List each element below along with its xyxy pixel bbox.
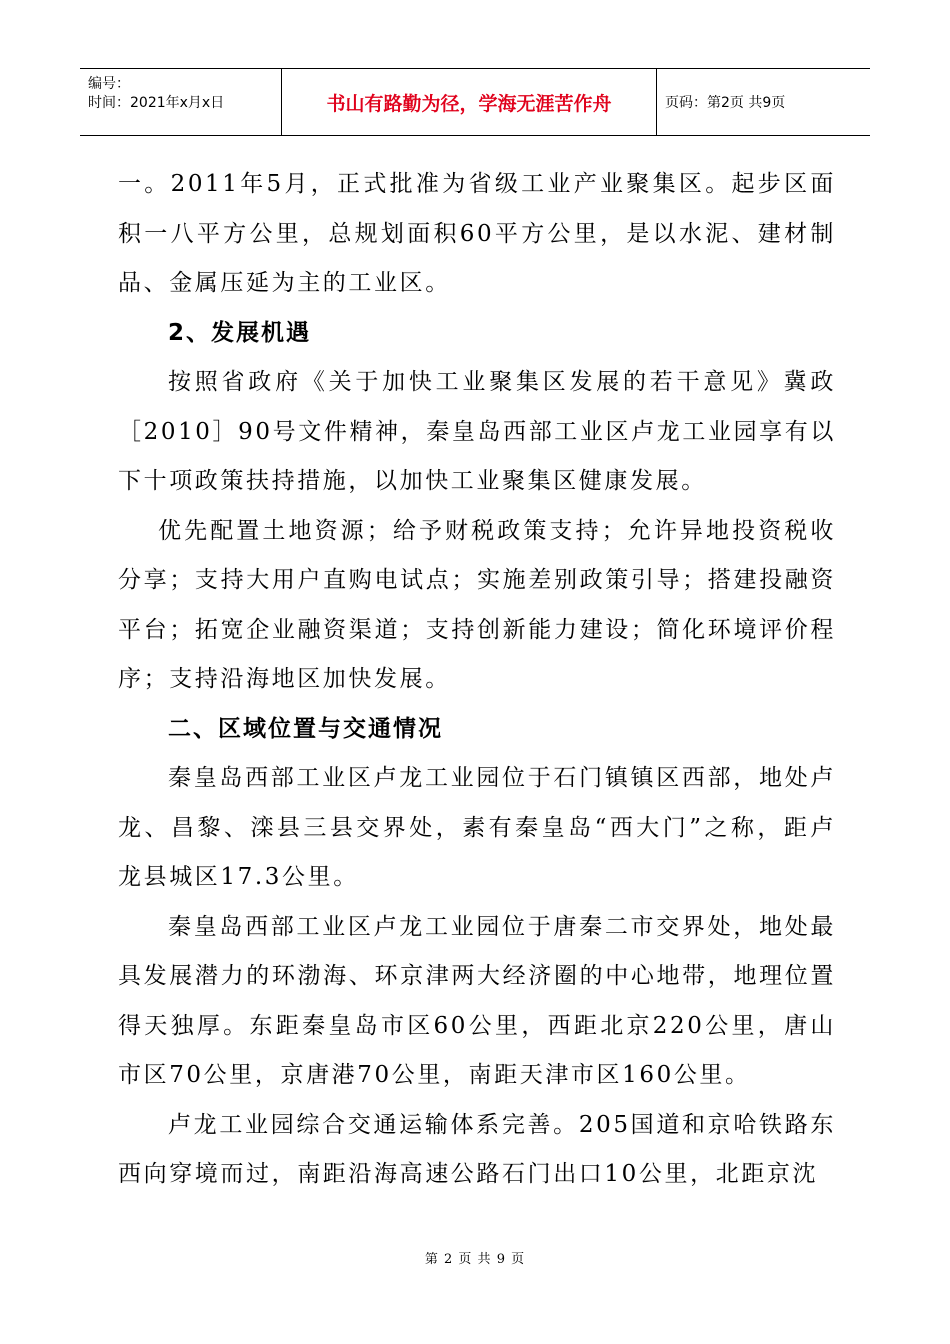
document-number-label: 编号： (88, 76, 130, 92)
document-date-label: 时间：2021年x月x日 (88, 95, 225, 111)
paragraph-measures: 优先配置土地资源；给予财税政策支持；允许异地投资税收分享；支持大用户直购电试点；实施差别政策引导；搭建投融资平台；拓宽企业融资渠道；支持创新能力建设；简化环境评价程序；支持沿海地区加快发展。 (118, 517, 836, 692)
header-motto: 书山有路勤为径，学海无涯苦作舟 (282, 69, 657, 135)
paragraph-intro: 一。2011年5月，正式批准为省级工业产业聚集区。起步区面积一八平方公里，总规划面积60平方公里，是以水泥、建材制品、金属压延为主的工业区。 (118, 171, 836, 296)
document-body (118, 160, 836, 1200)
document-header (80, 68, 870, 136)
paragraph-transport: 卢龙工业园综合交通运输体系完善。205国道和京哈铁路东西向穿境而过，南距沿海高速公路石门出口10公里，北距京沈 (118, 1111, 836, 1187)
section-heading-location: 二、区域位置与交通情况 (168, 715, 443, 742)
paragraph-policy: 按照省政府《关于加快工业聚集区发展的若干意见》冀政［2010］90号文件精神，秦皇岛西部工业区卢龙工业园享有以下十项政策扶持措施，以加快工业聚集区健康发展。 (118, 369, 836, 494)
paragraph-location: 秦皇岛西部工业区卢龙工业园位于石门镇镇区西部，地处卢龙、昌黎、滦县三县交界处，素有秦皇岛“西大门”之称，距卢龙县城区17.3公里。 (118, 765, 836, 890)
section-heading-opportunity: 2、发展机遇 (168, 319, 312, 346)
paragraph-distances: 秦皇岛西部工业区卢龙工业园位于唐秦二市交界处，地处最具发展潜力的环渤海、环京津两大经济圈的中心地带，地理位置得天独厚。东距秦皇岛市区60公里，西距北京220公里，唐山市区70公里，京唐港70公里，南距天津市区160公里。 (118, 913, 836, 1088)
header-page-info: 页码：第2页 共9页 (665, 95, 786, 111)
page-footer: 第 2 页 共 9 页 (424, 1252, 526, 1267)
header-meta (80, 69, 282, 135)
